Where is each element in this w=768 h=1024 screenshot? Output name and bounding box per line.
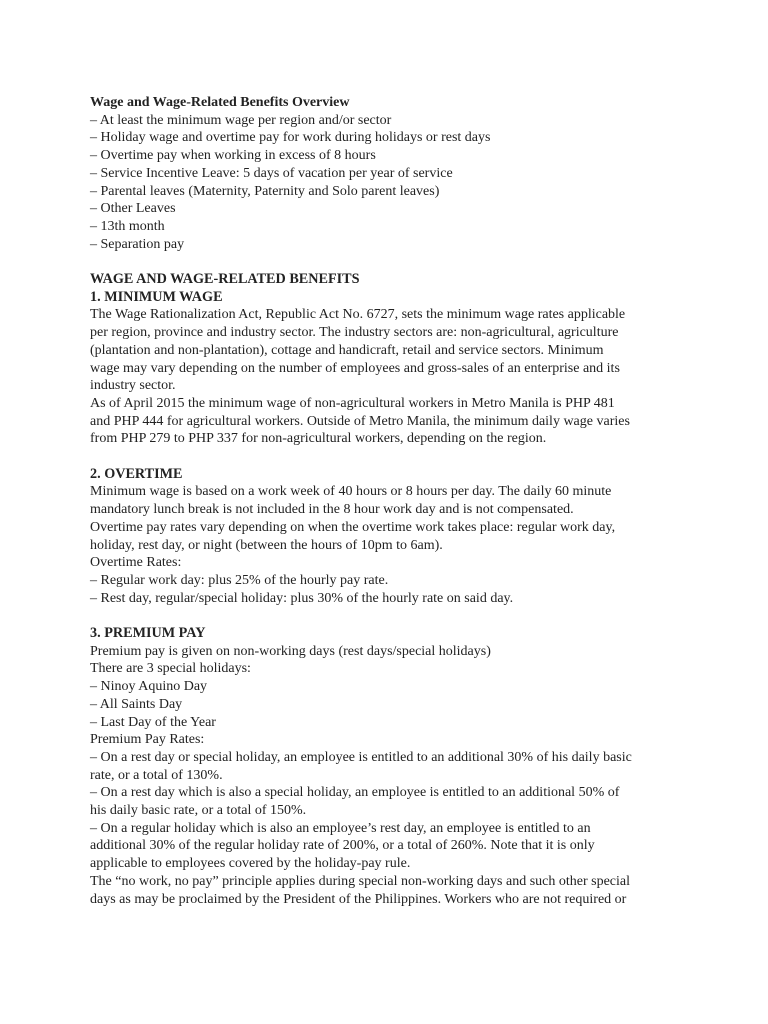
spacer (90, 607, 690, 625)
overview-item: – Holiday wage and overtime pay for work during holidays or rest days (90, 130, 491, 146)
paragraph-line: – Rest day, regular/special holiday: plus 30% of the hourly rate on said day. (90, 590, 514, 606)
paragraph-line: his daily basic rate, or a total of 150%. (90, 803, 307, 819)
overview-list (90, 112, 690, 254)
paragraph-line: Minimum wage is based on a work week of 40 hours or 8 hours per day. The daily 60 minute (90, 484, 612, 500)
paragraph-line: per region, province and industry sector. The industry sectors are: non-agricultural, agriculture (90, 325, 619, 341)
paragraph-line: from PHP 279 to PHP 337 for non-agricultural workers, depending on the region. (90, 431, 547, 447)
document-body (90, 94, 690, 908)
overview-item: – Separation pay (90, 236, 185, 252)
paragraph-line: There are 3 special holidays: (90, 661, 251, 677)
paragraph-line: – On a regular holiday which is also an employee’s rest day, an employee is entitled to an (90, 820, 591, 836)
section-heading-overtime: 2. OVERTIME (90, 465, 183, 482)
overview-item: – At least the minimum wage per region and/or sector (90, 112, 392, 128)
section-body-premium-pay (90, 643, 690, 909)
paragraph-line: Overtime pay rates vary depending on when the overtime work takes place: regular work day, (90, 519, 616, 535)
overview-item: – Overtime pay when working in excess of 8 hours (90, 148, 376, 164)
paragraph-line: The “no work, no pay” principle applies during special non-working days and such other special (90, 873, 631, 889)
overview-title: Wage and Wage-Related Benefits Overview (90, 95, 350, 110)
paragraph-line: As of April 2015 the minimum wage of non-agricultural workers in Metro Manila is PHP 481 (90, 395, 615, 411)
paragraph-line: – On a rest day or special holiday, an employee is entitled to an additional 30% of his daily basic (90, 749, 632, 765)
paragraph-line: (plantation and non-plantation), cottage and handicraft, retail and service sectors. Minimum (90, 342, 604, 358)
section-body-minimum-wage (90, 306, 690, 448)
paragraph-line: Premium Pay Rates: (90, 732, 205, 748)
paragraph-line: – Ninoy Aquino Day (90, 679, 208, 695)
paragraph-line: days as may be proclaimed by the President of the Philippines. Workers who are not required or (90, 891, 627, 907)
paragraph-line: wage may vary depending on the number of employees and gross-sales of an enterprise and its (90, 360, 620, 376)
section-heading-minimum-wage: 1. MINIMUM WAGE (90, 288, 223, 305)
paragraph-line: The Wage Rationalization Act, Republic Act No. 6727, sets the minimum wage rates applicable (90, 307, 626, 323)
overview-item: – Service Incentive Leave: 5 days of vacation per year of service (90, 165, 453, 181)
overview-item: – 13th month (90, 218, 165, 234)
overview-item: – Other Leaves (90, 201, 176, 217)
paragraph-line: rate, or a total of 130%. (90, 767, 223, 783)
paragraph-line: – Regular work day: plus 25% of the hourly pay rate. (90, 572, 389, 588)
paragraph-line: and PHP 444 for agricultural workers. Outside of Metro Manila, the minimum daily wage varies (90, 413, 630, 429)
paragraph-line: additional 30% of the regular holiday rate of 200%, or a total of 260%. Note that it is only (90, 838, 595, 854)
main-heading: WAGE AND WAGE-RELATED BENEFITS (90, 271, 360, 288)
paragraph-line: – Last Day of the Year (90, 714, 216, 730)
spacer (90, 253, 690, 271)
section-heading-premium-pay: 3. PREMIUM PAY (90, 625, 206, 642)
paragraph-line: industry sector. (90, 378, 176, 394)
paragraph-line: applicable to employees covered by the holiday-pay rule. (90, 856, 411, 872)
overview-item: – Parental leaves (Maternity, Paternity and Solo parent leaves) (90, 183, 440, 199)
paragraph-line: Premium pay is given on non-working days (rest days/special holidays) (90, 643, 491, 659)
paragraph-line: Overtime Rates: (90, 555, 182, 571)
spacer (90, 448, 690, 466)
paragraph-line: – All Saints Day (90, 696, 183, 712)
section-body-overtime (90, 483, 690, 607)
paragraph-line: holiday, rest day, or night (between the hours of 10pm to 6am). (90, 537, 443, 553)
paragraph-line: mandatory lunch break is not included in the 8 hour work day and is not compensated. (90, 502, 574, 518)
paragraph-line: – On a rest day which is also a special holiday, an employee is entitled to an additional 50% of (90, 785, 620, 801)
